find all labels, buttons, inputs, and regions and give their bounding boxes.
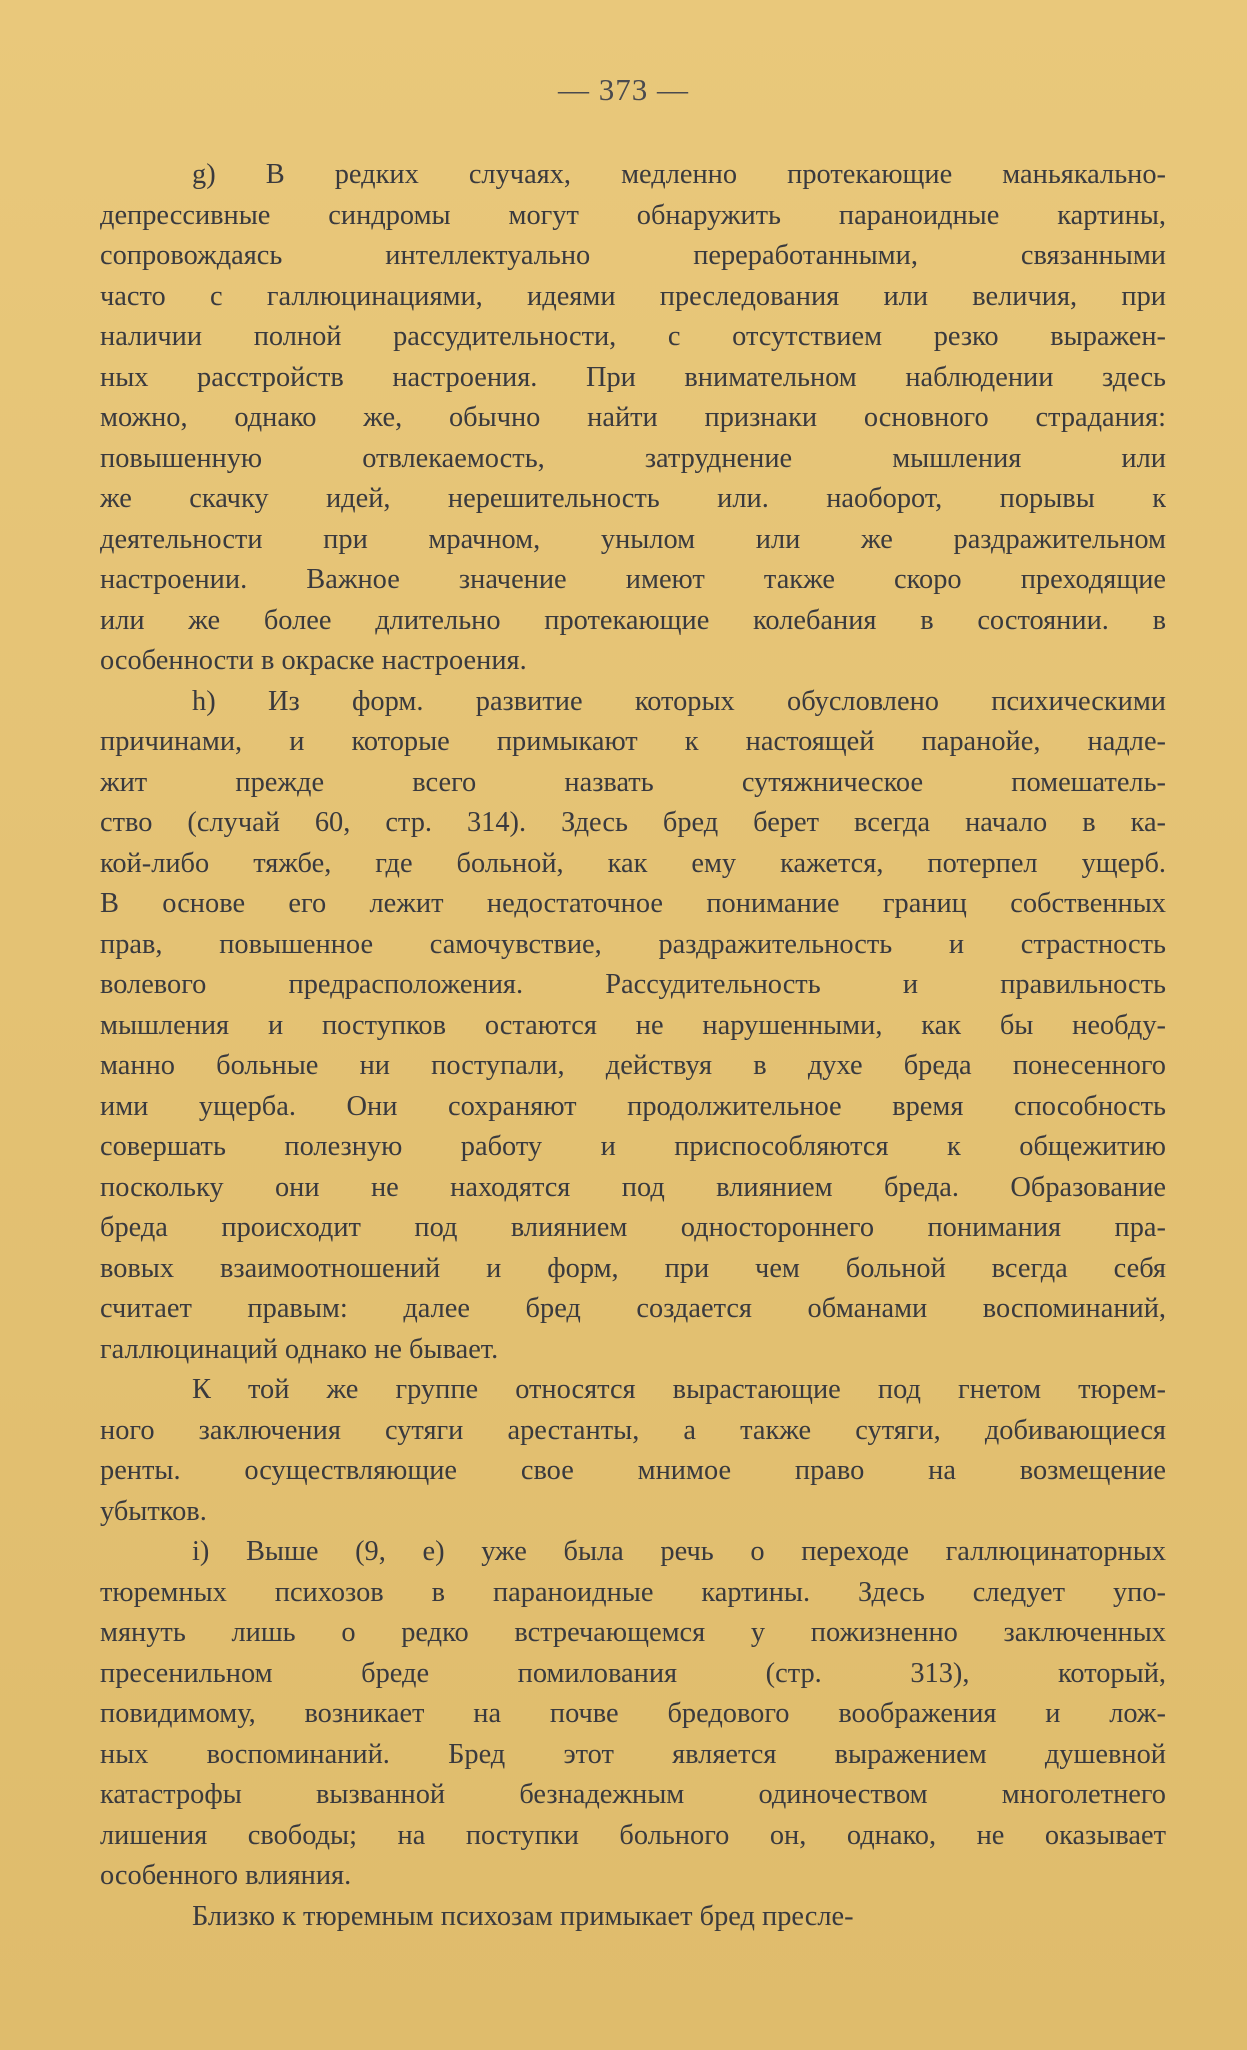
text-line: считает правым: далее бред создается обманами воспоминаний, — [100, 1293, 1166, 1324]
text-line: повидимому, возникает на почве бредового воображения и лож- — [100, 1698, 1166, 1729]
text-line: ного заключения сутяги арестанты, а также сутяги, добивающиеся — [100, 1414, 1166, 1446]
text-line: галлюцинаций однако не бывает. — [100, 1333, 499, 1365]
text-line: тюремных психозов в параноидные картины. Здесь следует упо- — [100, 1576, 1166, 1608]
text-line: ими ущерба. Они сохраняют продолжительное время способность — [100, 1090, 1166, 1122]
text-line: кой-либо тяжбе, где больной, как ему кажется, потерпел ущерб. — [100, 847, 1166, 879]
text-line: лишения свободы; на поступки больного он, однако, не оказывает — [100, 1819, 1166, 1851]
text-line: часто с галлюцинациями, идеями преследования или величия, при — [100, 280, 1166, 312]
text-line: бреда происходит под влиянием одностороннего понимания пра- — [100, 1212, 1166, 1243]
text-line: манно больные ни поступали, действуя в духе бреда понесенного — [100, 1050, 1166, 1081]
paragraph — [100, 1532, 1166, 1897]
text-line: же скачку идей, нерешительность или. наоборот, порывы к — [100, 483, 1166, 514]
text-line: g) В редких случаях, медленно протекающие маньякально- — [192, 159, 1166, 190]
text-line: повышенную отвлекаемость, затруднение мышления или — [100, 442, 1166, 474]
text-line: ных воспоминаний. Бред этот является выражением душевной — [100, 1738, 1166, 1770]
text-line: i) Выше (9, е) уже была речь о переходе галлюцинаторных — [192, 1536, 1166, 1567]
paragraph — [100, 1897, 1166, 1938]
text-line: деятельности при мрачном, унылом или же раздражительном — [100, 523, 1166, 555]
text-line: сопровождаясь интеллектуально переработанными, связанными — [100, 240, 1166, 271]
text-line: убытков. — [100, 1495, 207, 1527]
text-line: совершать полезную работу и приспособляются к общежитию — [100, 1131, 1166, 1162]
text-line: ных расстройств настроения. При внимательном наблюдении здесь — [100, 361, 1166, 393]
text-line: причинами, и которые примыкают к настоящей паранойе, надле- — [100, 726, 1166, 757]
text-line: ство (случай 60, стр. 314). Здесь бред берет всегда начало в ка- — [100, 807, 1166, 838]
body-text — [100, 155, 1166, 1937]
text-line: жит прежде всего назвать сутяжническое помешатель- — [100, 766, 1166, 798]
text-line: или же более длительно протекающие колебания в состоянии. в — [100, 604, 1166, 636]
text-line: h) Из форм. развитие которых обусловлено психическими — [192, 685, 1166, 717]
paragraph — [100, 682, 1166, 1371]
text-line: прав, повышенное самочувствие, раздражительность и страстность — [100, 928, 1166, 960]
text-line: В основе его лежит недостаточное понимание границ собственных — [100, 888, 1166, 919]
text-line: настроении. Важное значение имеют также скоро преходящие — [100, 564, 1166, 595]
text-line: волевого предрасположения. Рассудительность и правильность — [100, 969, 1166, 1000]
text-line: поскольку они не находятся под влиянием бреда. Образование — [100, 1171, 1166, 1203]
text-line: пресенильном бреде помилования (стр. 313), который, — [100, 1657, 1166, 1689]
paragraph — [100, 1370, 1166, 1532]
text-line: вовых взаимоотношений и форм, при чем больной всегда себя — [100, 1252, 1166, 1284]
text-line: наличии полной рассудительности, с отсутствием резко выражен- — [100, 321, 1166, 352]
text-line: можно, однако же, обычно найти признаки основного страдания: — [100, 402, 1166, 433]
text-line: ренты. осуществляющие свое мнимое право на возмещение — [100, 1455, 1166, 1486]
text-line: К той же группе относятся вырастающие под гнетом тюрем- — [192, 1374, 1166, 1405]
text-line: мянуть лишь о редко встречающемся у пожизненно заключенных — [100, 1617, 1166, 1648]
page-number: — 373 — — [558, 72, 689, 107]
text-line: особенного влияния. — [100, 1860, 352, 1891]
text-line: мышления и поступков остаются не нарушенными, как бы необду- — [100, 1009, 1166, 1041]
text-line: Близко к тюремным психозам примыкает бред пресле- — [192, 1900, 854, 1932]
text-line: катастрофы вызванной безнадежным одиночеством многолетнего — [100, 1779, 1166, 1810]
text-line: особенности в окраске настроения. — [100, 645, 527, 676]
paragraph — [100, 155, 1166, 682]
text-line: депрессивные синдромы могут обнаружить параноидные картины, — [100, 199, 1166, 231]
